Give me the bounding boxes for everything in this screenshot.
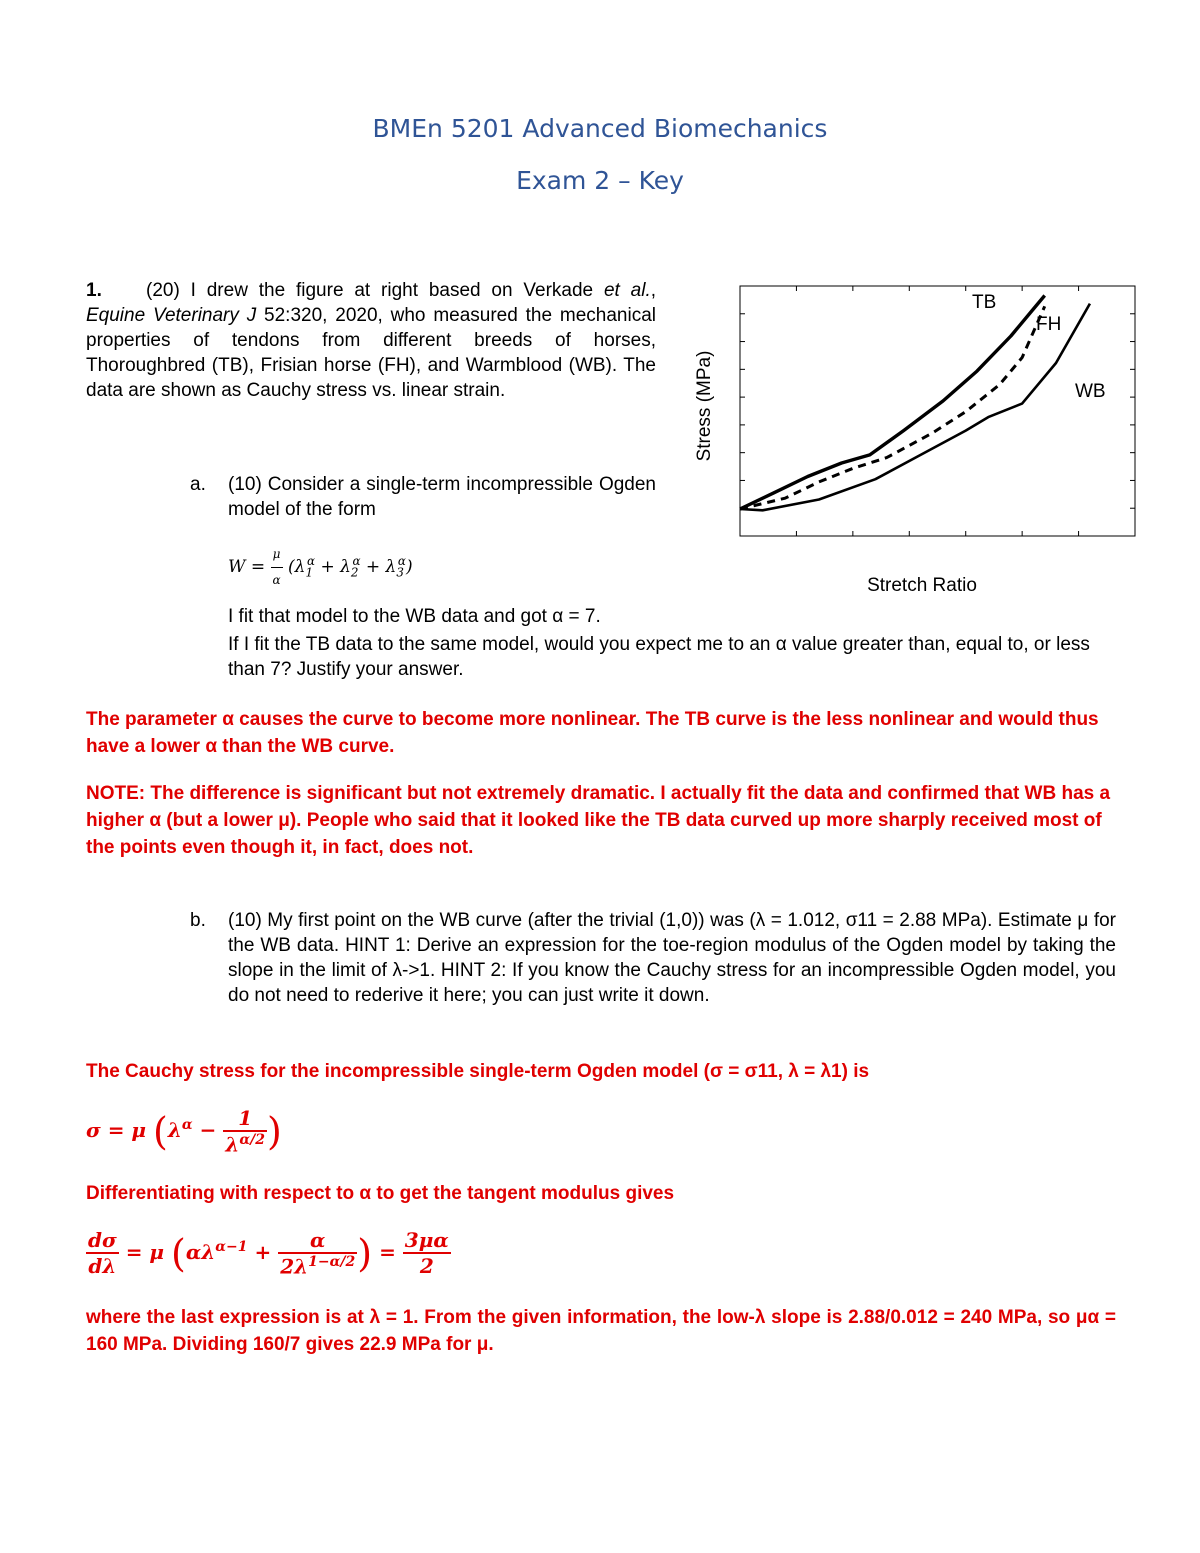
- series-label-wb: WB: [1075, 381, 1106, 402]
- part-b-conclusion: where the last expression is at λ = 1. From the given information, the low-λ slope is 2.88/0.012 = 240 MPa, so μα = 160 MPa. Dividing 160/7 gives 22.9 MPa for μ.: [86, 1307, 1116, 1355]
- series-label-tb: TB: [972, 292, 997, 313]
- journal-name: Equine Veterinary J: [86, 305, 257, 326]
- differentiation-text: Differentiating with respect to α to get the tangent modulus gives: [86, 1183, 675, 1204]
- course-title: BMEn 5201 Advanced Biomechanics: [372, 114, 828, 143]
- series-line-fh: [740, 306, 1045, 509]
- fit-result: I fit that model to the WB data and got α = 7.: [228, 606, 601, 627]
- part-a-question: If I fit the TB data to the same model, would you expect me to an α value greater than, equal to, or less than 7? Justify your answer.: [228, 634, 1090, 680]
- stress-stretch-chart: [690, 276, 1150, 606]
- cauchy-stress-equation: σ = μ ($\lambda^\alpha$ − $\frac{1}{\lambda^{\alpha/2}}$ ): [86, 1106, 282, 1157]
- part-a-text: (10) Consider a single-term incompressible Ogden model of the form: [228, 474, 656, 520]
- cauchy-stress-intro: The Cauchy stress for the incompressible single-term Ogden model (σ = σ11, λ = λ1) is: [86, 1061, 870, 1082]
- question-number: 1.: [86, 280, 102, 301]
- series-label-fh: FH: [1036, 314, 1062, 335]
- question-1-intro: [86, 278, 656, 403]
- part-a-note: NOTE: The difference is significant but not extremely dramatic. I actually fit the data and confirmed that WB has a higher α (but a lower μ). People who said that it looked like the TB data curved up more sharply received most of the points even though it, in fact, does not.: [86, 783, 1111, 858]
- intro-text-a: (20) I drew the figure at right based on Verkade: [146, 280, 604, 301]
- y-axis-label: Stress (MPa): [694, 350, 715, 462]
- series-line-tb: [740, 296, 1045, 510]
- part-b-text: (10) My first point on the WB curve (after the trivial (1,0)) was (λ = 1.012, σ11 = 2.88 MPa). Estimate μ for the WB data. HINT 1: Derive an expression for the toe-region modulus of the Ogden model by taking the slope in the limit of λ->1. HINT 2: If you know the Cauchy stress for an incompressible Ogden model, you do not need to rederive it here; you can just write it down.: [228, 910, 1116, 1006]
- exam-title: Exam 2 – Key: [516, 166, 684, 195]
- part-a-label: a.: [190, 474, 206, 495]
- intro-et: et: [603, 280, 620, 301]
- x-axis-label: Stretch Ratio: [867, 575, 977, 596]
- tangent-modulus-equation: $\frac{d\sigma}{d\lambda}$ = μ ($\alpha\lambda^{\alpha-1}$ + $\frac{\alpha}{2\lambda^{1-\alpha/2}}$ ) = $\frac{3\mu\alpha}{2}$: [88, 1228, 449, 1279]
- intro-al: al.: [630, 280, 651, 301]
- intro-text-c: 52:320, 2020, who measured the mechanical properties of tendons from different breeds of horses, Thoroughbred (TB), Frisian horse (FH), and Warmblood (WB). The data are shown as Cauchy stress vs. linear strain.: [86, 305, 656, 401]
- intro-text-b: ,: [650, 280, 657, 301]
- part-b-label: b.: [190, 910, 206, 931]
- plot-frame: [740, 286, 1135, 536]
- axis-ticks: [740, 286, 1135, 536]
- ogden-equation: W = $\frac{\mu}{\alpha}$ $(\lambda_1^\alpha + \lambda_2^\alpha + \lambda_3^\alpha)$: [228, 542, 413, 593]
- part-a-answer: The parameter α causes the curve to become more nonlinear. The TB curve is the less nonlinear and would thus have a lower α than the WB curve.: [86, 709, 1099, 757]
